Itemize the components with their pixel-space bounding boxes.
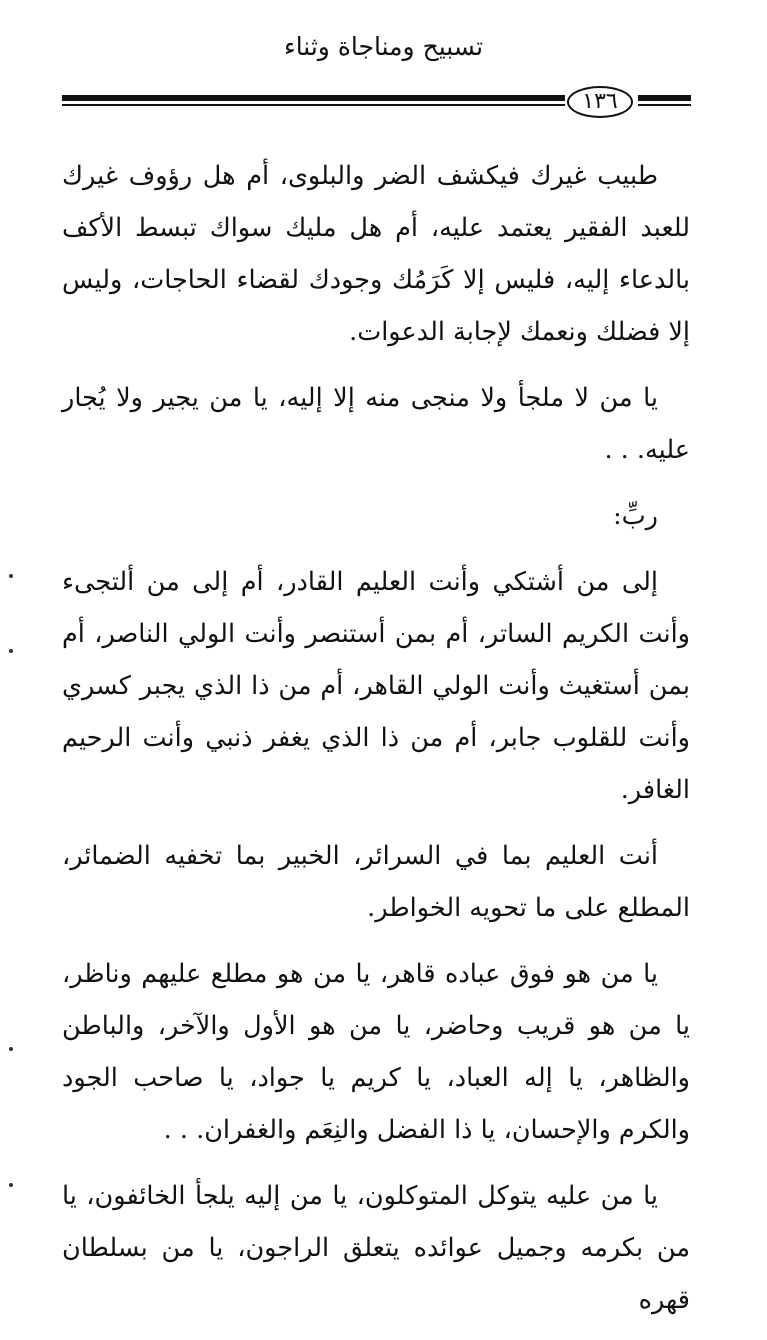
scan-speck [9, 1047, 13, 1051]
paragraph: أنت العليم بما في السرائر، الخبير بما تخفيه الضمائر، المطلع على ما تحويه الخواطر. [62, 841, 690, 923]
running-title: تسبيح ومناجاة وثناء [283, 32, 484, 61]
header-rule-left [62, 95, 565, 101]
paragraph: إلى من أشتكي وأنت العليم القادر، أم إلى من ألتجىء وأنت الكريم الساتر، أم بمن أستنصر وأنت الولي الناصر، أم بمن أستغيث وأنت الولي القاهر، أم من ذا الذي يجبر كسري وأنت للقلوب جابر، أم من ذا الذي يغفر ذنبي وأنت الرحيم الغافر. [62, 567, 690, 805]
scan-speck [9, 574, 13, 578]
paragraph: يا من عليه يتوكل المتوكلون، يا من إليه يلجأ الخائفون، يا من بكرمه وجميل عوائده يتعلق الراجون، يا من بسلطان قهره [62, 1181, 690, 1315]
page-number: ١٣٦ [567, 86, 633, 118]
header-rule-right [638, 95, 691, 101]
section-heading: ربِّ: [613, 501, 658, 531]
paragraph: يا من لا ملجأ ولا منجى منه إلا إليه، يا من يجير ولا يُجار عليه. . . [62, 383, 690, 465]
paragraph: يا من هو فوق عباده قاهر، يا من هو مطلع عليهم وناظر، يا من هو قريب وحاضر، يا من هو الأول والآخر، والباطن والظاهر، يا إله العباد، يا كريم يا جواد، يا صاحب الجود والكرم والإحسان، يا ذا الفضل والنِعَم والغفران. . . [62, 959, 690, 1145]
scan-speck [9, 649, 13, 653]
scan-speck [9, 1183, 13, 1187]
paragraph: طبيب غيرك فيكشف الضر والبلوى، أم هل رؤوف غيرك للعبد الفقير يعتمد عليه، أم هل مليك سواك تبسط الأكف بالدعاء إليه، فليس إلا كَرَمُك وجودك لقضاء الحاجات، وليس إلا فضلك ونعمك لإجابة الدعوات. [62, 161, 691, 347]
body-text [62, 150, 690, 1340]
